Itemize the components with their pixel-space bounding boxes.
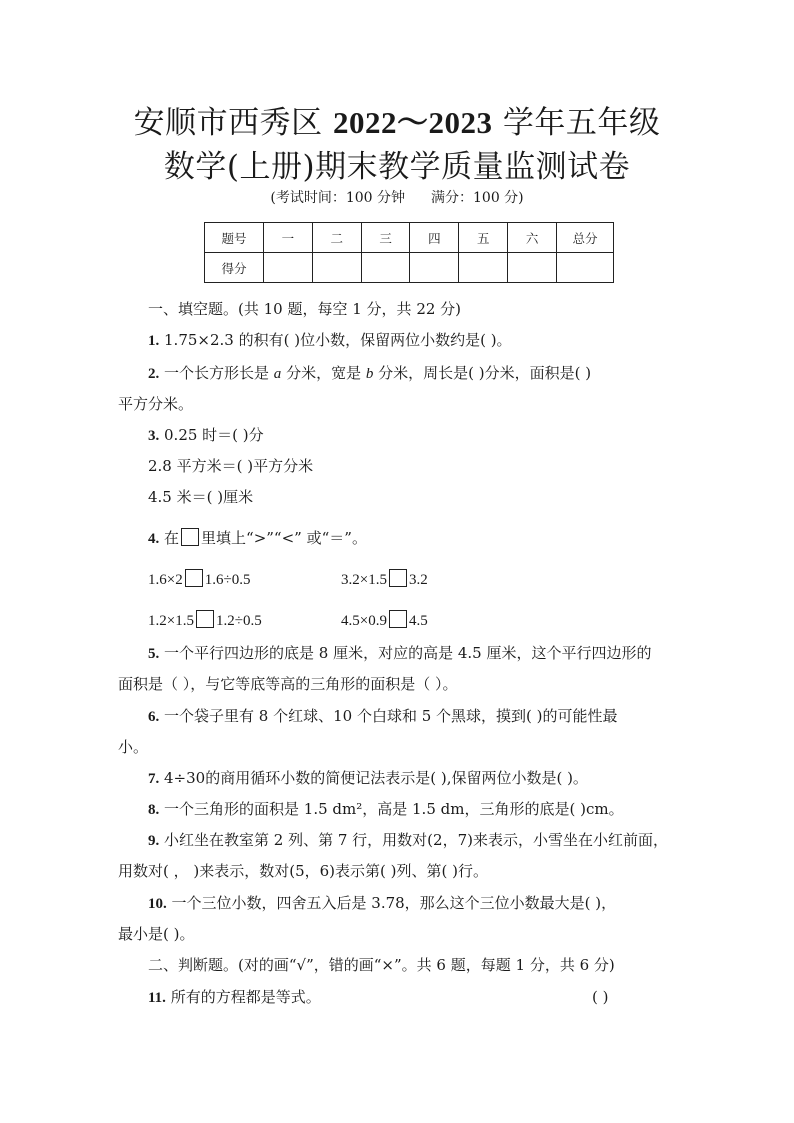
judgement-answer-paren[interactable]: ( )	[592, 988, 609, 1006]
question-10	[148, 893, 616, 914]
question-text: 一个长方形长是	[159, 364, 274, 382]
score-table-header-row	[205, 223, 614, 253]
question-4-row-2a	[148, 610, 262, 631]
score-cell: 六	[508, 223, 557, 253]
question-6	[148, 706, 618, 727]
score-cell: 二	[312, 223, 361, 253]
title-region: 安顺市西秀区	[133, 105, 333, 141]
score-cell: 四	[410, 223, 459, 253]
question-text: 1.75×2.3 的积有( )位小数，保留两位小数约是( )。	[159, 331, 512, 349]
question-number: 6.	[148, 709, 160, 725]
expression-left: 1.2×1.5	[148, 613, 194, 629]
score-blank[interactable]	[459, 253, 508, 283]
question-9-continued: 用数对( ， )来表示，数对(5，6)表示第( )列、第( )行。	[118, 862, 488, 880]
exam-info	[0, 187, 794, 207]
question-10-continued: 最小是( )。	[118, 925, 195, 943]
score-blank[interactable]	[410, 253, 459, 283]
question-1	[148, 330, 512, 351]
question-number: 5.	[148, 646, 160, 662]
compare-box[interactable]	[389, 610, 407, 628]
score-cell: 总分	[557, 223, 614, 253]
compare-box[interactable]	[185, 569, 203, 587]
question-text: 4÷30的商用循环小数的简便记法表示是( ),保留两位小数是( )。	[159, 769, 588, 787]
question-5	[148, 643, 652, 664]
question-number: 4.	[148, 531, 160, 547]
question-3-line-3: 4.5 米＝( )厘米	[148, 488, 254, 506]
score-cell: 题号	[205, 223, 264, 253]
score-blank[interactable]	[264, 253, 313, 283]
question-2	[148, 363, 591, 384]
score-cell: 五	[459, 223, 508, 253]
expression-right: 4.5	[408, 613, 428, 629]
exam-title-line-2: 数学(上册)期末教学质量监测试卷	[163, 149, 631, 185]
question-text: 一个平行四边形的底是 8 厘米，对应的高是 4.5 厘米，这个平行四边形的	[159, 644, 652, 662]
question-text: 分米，周长是( )分米，面积是( )	[373, 364, 592, 382]
score-blank[interactable]	[312, 253, 361, 283]
question-3-line-2: 2.8 平方米＝( )平方分米	[148, 457, 314, 475]
question-text: 一个三位小数，四舍五入后是 3.78，那么这个三位小数最大是( )，	[166, 894, 617, 912]
question-5-continued: 面积是（ ），与它等底等高的三角形的面积是（ ）。	[118, 675, 458, 693]
expression-left: 3.2×1.5	[341, 572, 387, 588]
question-text: 在	[159, 529, 180, 547]
exam-title-line-1	[0, 97, 794, 142]
question-text: 一个袋子里有 8 个红球、10 个白球和 5 个黑球，摸到( )的可能性最	[159, 707, 618, 725]
score-blank[interactable]	[508, 253, 557, 283]
question-number: 7.	[148, 771, 160, 787]
expression-left: 4.5×0.9	[341, 613, 387, 629]
score-cell: 得分	[205, 253, 264, 283]
question-11	[148, 987, 321, 1008]
question-8	[148, 799, 624, 820]
question-number: 8.	[148, 802, 160, 818]
answer-box-icon	[181, 528, 199, 546]
question-text: 一个三角形的面积是 1.5 dm²，高是 1.5 dm，三角形的底是( )cm。	[159, 800, 624, 818]
score-table	[204, 222, 614, 283]
section-2-heading: 二、判断题。(对的画“√”，错的画“×”。共 6 题，每题 1 分，共 6 分)	[148, 956, 615, 974]
question-text: 0.25 时＝( )分	[159, 426, 264, 444]
question-number: 2.	[148, 366, 160, 382]
score-blank[interactable]	[557, 253, 614, 283]
question-text: 所有的方程都是等式。	[165, 988, 321, 1006]
question-text: 里填上“>”“<” 或“＝”。	[201, 529, 367, 547]
question-text: 分米，宽是	[281, 364, 366, 382]
score-blank[interactable]	[361, 253, 410, 283]
compare-box[interactable]	[196, 610, 214, 628]
title-year: 2022～2023	[333, 105, 493, 140]
question-number: 3.	[148, 428, 160, 444]
question-4-row-1a	[148, 569, 250, 590]
variable-b: b	[365, 366, 374, 382]
question-3-line-1	[148, 425, 264, 446]
question-6-continued: 小。	[118, 738, 149, 756]
question-7	[148, 768, 588, 789]
score-cell: 三	[361, 223, 410, 253]
question-number: 1.	[148, 333, 160, 349]
question-4	[148, 528, 367, 549]
exam-time: (考试时间：100 分钟	[270, 190, 405, 206]
question-text: 小红坐在教室第 2 列、第 7 行，用数对(2，7)来表示，小雪坐在小红前面，	[159, 831, 668, 849]
expression-right: 3.2	[408, 572, 428, 588]
question-4-row-2b	[341, 610, 428, 631]
expression-right: 1.2÷0.5	[215, 613, 262, 629]
question-9	[148, 830, 668, 851]
question-2-continued: 平方分米。	[118, 395, 194, 413]
variable-a: a	[273, 366, 282, 382]
score-cell: 一	[264, 223, 313, 253]
title-grade: 学年五年级	[492, 105, 661, 141]
section-1-heading: 一、填空题。(共 10 题，每空 1 分，共 22 分)	[148, 300, 462, 318]
compare-box[interactable]	[389, 569, 407, 587]
question-number: 9.	[148, 833, 160, 849]
question-number: 10.	[148, 896, 167, 912]
expression-right: 1.6÷0.5	[204, 572, 251, 588]
score-table-score-row	[205, 253, 614, 283]
expression-left: 1.6×2	[148, 572, 183, 588]
question-number: 11.	[148, 990, 166, 1006]
full-score: 满分：100 分)	[431, 190, 524, 206]
question-4-row-1b	[341, 569, 428, 590]
